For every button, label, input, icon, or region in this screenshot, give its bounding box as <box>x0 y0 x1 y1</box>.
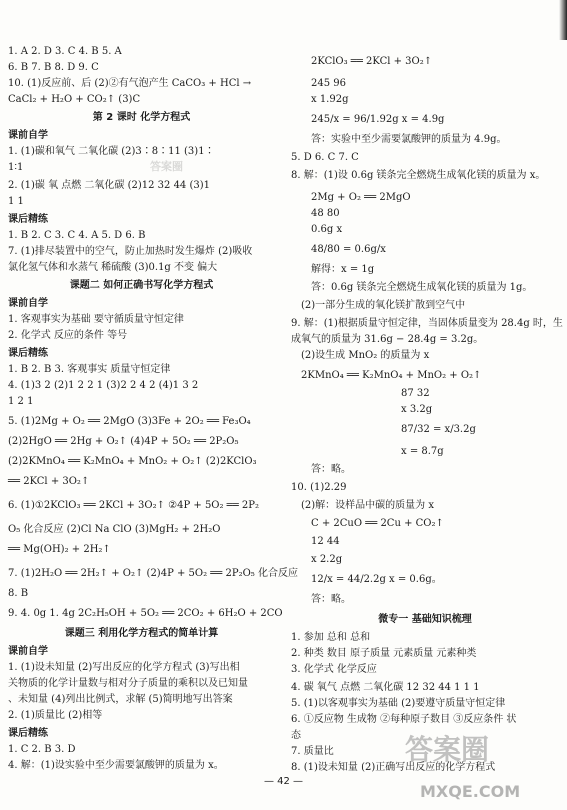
watermark-logo: 答案圈 <box>150 160 183 173</box>
right-line: 2KClO₃ ══ 2KCl + 3O₂↑ <box>311 56 433 67</box>
left-line: 、未知量 (4)列出比例式，求解 (5)简明地写出答案 <box>8 694 233 705</box>
right-line: 答：略。 <box>311 464 351 475</box>
right-line: C + 2CuO ══ 2Cu + CO₂↑ <box>311 518 444 529</box>
left-line: (2)2KMnO₄ ══ K₂MnO₄ + MnO₂ + O₂↑ (2)2KClO₃ <box>8 456 257 467</box>
right-line: 答：实验中至少需要氯酸钾的质量为 4.9g。 <box>311 134 507 145</box>
right-line: 5. D 6. C 7. C <box>291 152 359 163</box>
left-line: 10. (1)反应前、后 (2)②有气泡产生 CaCO₃ + HCl → <box>8 78 252 89</box>
left-line: 4. (1)3 2 (2)1 2 2 1 (3)2 2 4 2 (4)1 3 2 <box>8 380 199 391</box>
right-line: 态 <box>291 730 301 741</box>
right-line: 245 96 <box>311 78 346 89</box>
left-line: O₅ 化合反应 (2)Cl Na ClO (3)MgH₂ + 2H₂O <box>8 524 221 535</box>
left-line: 1 2 1 <box>8 396 34 407</box>
right-line: x 1.92g <box>311 94 349 105</box>
right-line: (2)设生成 MnO₂ 的质量为 x <box>301 350 430 361</box>
right-line: 2Mg + O₂ ══ 2MgO <box>311 192 411 203</box>
left-line: 课前自学 <box>8 298 48 309</box>
right-line: 答：略。 <box>311 594 351 605</box>
right-line: 成氧气的质量为 31.6g − 28.4g = 3.2g。 <box>291 334 484 345</box>
right-line: 8. 解：(1)设 0.6g 镁条完全燃烧生成氧化镁的质量为 x。 <box>291 170 546 181</box>
left-line: 1. B 2. B 3. 客观事实 质量守恒定律 <box>8 364 171 375</box>
right-line: 答：0.6g 镁条完全燃烧生成氧化镁的质量为 1g。 <box>311 282 533 293</box>
left-line: 课题二 如何正确书写化学方程式 <box>69 280 214 291</box>
right-line: 48 80 <box>311 208 340 219</box>
left-line: 氯化氢气体和水蒸气 稀硫酸 (3)0.1g 不变 偏大 <box>8 262 218 273</box>
left-line: (2)2HgO ══ 2Hg + O₂↑ (4)4P + 5O₂ ══ 2P₂O₅ <box>8 436 239 447</box>
right-line: (2)一部分生成的氧化镁扩散到空气中 <box>301 300 466 311</box>
right-line: 6. ①反应物 生成物 ②每种原子数目 ③反应条件 状 <box>291 714 517 725</box>
left-line: 1∶1 <box>8 162 24 173</box>
left-line: 7. (1)2H₂O ══ 2H₂↑ + O₂↑ (2)4P + 5O₂ ══ 2P₂O₅ 化合反应 <box>8 568 298 579</box>
left-line: 1. (1)碳和氧气 二氧化碳 (2)3∶8∶11 (3)1∶ <box>8 146 215 157</box>
left-line: 第 2 课时 化学方程式 <box>92 112 191 123</box>
right-column <box>283 0 567 790</box>
watermark-url: MXQE.COM <box>420 782 521 801</box>
right-line: 2KMnO₄ ══ K₂MnO₄ + MnO₂ + O₂↑ <box>301 370 482 381</box>
left-line: 2. (1)质量比 (2)相等 <box>8 710 103 721</box>
left-line: 课题三 利用化学方程式的简单计算 <box>64 628 219 639</box>
right-line: x = 8.7g <box>401 446 444 457</box>
page-number: — 42 — <box>263 776 304 787</box>
right-line: 48/80 = 0.6g/x <box>311 244 386 255</box>
right-line: 1. 参加 总和 总和 <box>291 632 371 643</box>
left-line: CaCl₂ + H₂O + CO₂↑ (3)C <box>8 94 141 105</box>
left-line: 2. 化学式 反应的条件 等号 <box>8 330 128 341</box>
left-line: 7. (1)排尽装置中的空气，防止加热时发生爆炸 (2)吸收 <box>8 246 253 257</box>
left-line: 4. 解：(1)设实验中至少需要氯酸钾的质量为 x。 <box>8 760 224 771</box>
left-line: ══ Mg(OH)₂ + 2H₂↑ <box>8 544 111 555</box>
left-line: 课前自学 <box>8 130 48 141</box>
right-line: x 3.2g <box>401 404 433 415</box>
right-line: 245/x = 96/1.92g x = 4.9g <box>311 114 445 125</box>
right-line: 87/32 = x/3.2g <box>401 424 476 435</box>
right-line: 2. 种类 数目 原子质量 元素质量 元素种类 <box>291 648 477 659</box>
right-line: 解得：x = 1g <box>311 264 375 275</box>
left-line: 1 1 <box>8 196 24 207</box>
left-line: 1. A 2. D 3. C 4. B 5. A <box>8 46 122 57</box>
right-line: 微专一 基础知识梳理 <box>378 614 472 625</box>
left-line: 6. (1)①2KClO₃ ══ 2KCl + 3O₂↑ ②4P + 5O₂ ══ 2P₂ <box>8 500 260 511</box>
left-line: ══ 2KCl + 3O₂↑ <box>8 476 90 487</box>
left-line: 6. B 7. B 8. D 9. C <box>8 62 99 73</box>
left-line: 课后精练 <box>8 348 48 359</box>
right-line: 8. (1)设未知量 (2)正确写出反应的化学方程式 <box>291 762 496 773</box>
watermark-logo-corner: 答案圈 <box>405 733 490 766</box>
left-line: 2. (1)碳 氧 点燃 二氧化碳 (2)12 32 44 (3)1 <box>8 180 211 191</box>
right-line: 4. 碳 氧气 点燃 二氧化碳 12 32 44 1 1 1 <box>291 682 480 693</box>
right-line: 7. 质量比 <box>291 746 334 757</box>
left-line: 1. C 2. B 3. D <box>8 744 76 755</box>
left-line: 8. B <box>8 588 29 599</box>
left-line: 课前自学 <box>8 646 48 657</box>
left-line: 5. (1)2Mg + O₂ ══ 2MgO (3)3Fe + 2O₂ ══ Fe₃O₄ <box>8 416 251 427</box>
right-line: 87 32 <box>401 388 430 399</box>
left-line: 1. B 2. C 3. C 4. A 5. D 6. B <box>8 230 146 241</box>
right-line: 10. (1)2.29 <box>291 482 347 493</box>
left-line: 课后精练 <box>8 728 48 739</box>
right-line: 3. 化学式 化学反应 <box>291 664 377 675</box>
left-line: 课后精练 <box>8 214 48 225</box>
left-line: 1. (1)设未知量 (2)写出反应的化学方程式 (3)写出相 <box>8 662 240 673</box>
left-line: 1. 客观事实为基础 要守循质量守恒定律 <box>8 314 184 325</box>
right-line: x 2.2g <box>311 554 343 565</box>
right-line: 5. (1)以客观事实为基础 (2)要遵守质量守恒定律 <box>291 698 506 709</box>
left-line: 9. 4. 0g 1. 4g 2C₂H₅OH + 5O₂ ══ 2CO₂ + 6H₂O + 2CO <box>8 608 283 619</box>
right-line: 12 44 <box>311 536 340 547</box>
right-line: 0.6g x <box>311 224 343 235</box>
right-line: 9. 解：(1)根据质量守恒定律，当固体质量变为 28.4g 时，生 <box>291 318 563 329</box>
right-line: 12/x = 44/2.2g x = 0.6g。 <box>311 574 442 585</box>
left-line: 关物质的化学计量数与相对分子质量的乘积以及已知量 <box>8 678 248 689</box>
right-line: (2)解：设样品中碳的质量为 x <box>301 500 434 511</box>
